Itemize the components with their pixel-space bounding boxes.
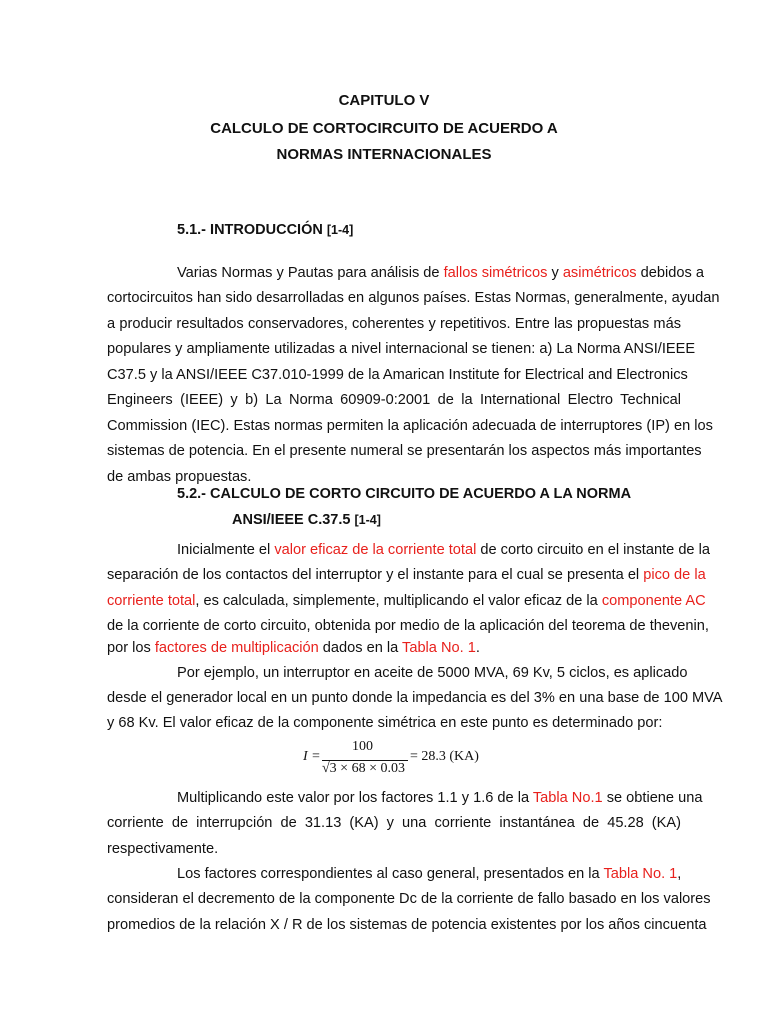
paragraph-line: Engineers (IEEE) y b) La Norma 60909-0:2001 de la International Electro Technical <box>107 392 681 408</box>
citation-ref: [1-4] <box>354 513 381 527</box>
paragraph-line: a producir resultados conservadores, coherentes y repetitivos. Entre las propuestas más <box>107 316 681 332</box>
paragraph-line <box>107 592 706 610</box>
section-heading-5-1 <box>177 222 353 238</box>
paragraph-line: corriente de interrupción de 31.13 (KA) y una corriente instantánea de 45.28 (KA) <box>107 815 681 831</box>
text-span: , <box>677 866 682 882</box>
paragraph-line <box>107 566 706 584</box>
highlighted-term: factores de multiplicación <box>154 640 319 656</box>
text-span: de corto circuito en el instante de la <box>476 542 710 558</box>
paragraph-line: respectivamente. <box>107 841 219 857</box>
text-span: y <box>547 265 563 281</box>
text-span: debidos a <box>636 265 704 281</box>
paragraph-line <box>177 264 704 282</box>
highlighted-term: asimétricos <box>562 265 637 281</box>
paragraph-line: y 68 Kv. El valor eficaz de la componente simétrica en este punto es determinado por: <box>107 715 663 731</box>
table-reference: Tabla No. 1 <box>402 640 476 656</box>
paragraph-line <box>177 789 703 807</box>
highlighted-term: valor eficaz de la corriente total <box>274 542 477 558</box>
paragraph-line: C37.5 y la ANSI/IEEE C37.010-1999 de la Amarican Institute for Electrical and Electronics <box>107 367 688 383</box>
paragraph-line: populares y ampliamente utilizadas a nivel internacional se tienen: a) La Norma ANSI/IEEE <box>107 341 696 357</box>
equation-numerator: 100 <box>352 739 373 754</box>
title-line-1: CALCULO DE CORTOCIRCUITO DE ACUERDO A <box>210 120 558 137</box>
section-heading-text: ANSI/IEEE C.37.5 <box>232 512 351 528</box>
equation-lhs: I = <box>303 749 321 764</box>
section-heading-text: 5.1.- INTRODUCCIÓN <box>177 222 323 238</box>
paragraph-line <box>177 865 681 883</box>
paragraph-line: cortocircuitos han sido desarrolladas en algunos países. Estas Normas, generalmente, ayudan <box>107 290 720 306</box>
text-span: Multiplicando este valor por los factores 1.1 y 1.6 de la <box>177 790 533 806</box>
highlighted-term: pico de la <box>643 567 706 583</box>
paragraph-line: de la corriente de corto circuito, obtenida por medio de la aplicación del teorema de thevenin, <box>107 618 709 634</box>
text-span: . <box>475 640 480 656</box>
section-heading-5-2: 5.2.- CALCULO DE CORTO CIRCUITO DE ACUERDO A LA NORMA <box>177 486 632 502</box>
paragraph-line: consideran el decremento de la componente Dc de la corriente de fallo basado en los valores <box>107 891 711 907</box>
paragraph-line <box>107 639 681 657</box>
citation-ref: [1-4] <box>326 223 354 237</box>
chapter-title: CAPITULO V <box>338 92 430 109</box>
highlighted-term: componente AC <box>601 593 706 609</box>
title-line-2: NORMAS INTERNACIONALES <box>276 146 492 163</box>
text-span: Los factores correspondientes al caso general, presentados en la <box>177 866 604 882</box>
highlighted-term: corriente total <box>107 593 196 609</box>
text-span: por los <box>107 640 155 656</box>
highlighted-term: fallos simétricos <box>443 265 548 281</box>
paragraph-line: sistemas de potencia. En el presente numeral se presentarán los aspectos más importantes <box>107 443 702 459</box>
text-span: , es calculada, simplemente, multiplicando el valor eficaz de la <box>195 593 602 609</box>
text-span: dados en la <box>318 640 403 656</box>
section-heading-5-2-line2 <box>232 512 381 528</box>
equation-result: = 28.3 (KA) <box>410 749 479 764</box>
paragraph-line: de ambas propuestas. <box>107 469 252 485</box>
paragraph-line <box>177 541 710 559</box>
paragraph-line: promedios de la relación X / R de los sistemas de potencia existentes por los años cincuenta <box>107 917 707 933</box>
text-span: Inicialmente el <box>177 542 275 558</box>
equation-denominator: √3 × 68 × 0.03 <box>322 761 405 776</box>
table-reference: Tabla No. 1 <box>603 866 678 882</box>
table-reference: Tabla No.1 <box>532 790 603 806</box>
equation <box>300 739 500 779</box>
paragraph-line: Commission (IEC). Estas normas permiten la aplicación adecuada de interruptores (IP) en los <box>107 418 713 434</box>
text-span: Varias Normas y Pautas para análisis de <box>177 265 444 281</box>
paragraph-line: desde el generador local en un punto donde la impedancia es del 3% en una base de 100 MVA <box>107 690 723 706</box>
paragraph-line: Por ejemplo, un interruptor en aceite de 5000 MVA, 69 Kv, 5 ciclos, es aplicado <box>177 665 688 681</box>
text-span: separación de los contactos del interruptor y el instante para el cual se presenta el <box>107 567 644 583</box>
text-span: se obtiene una <box>602 790 703 806</box>
